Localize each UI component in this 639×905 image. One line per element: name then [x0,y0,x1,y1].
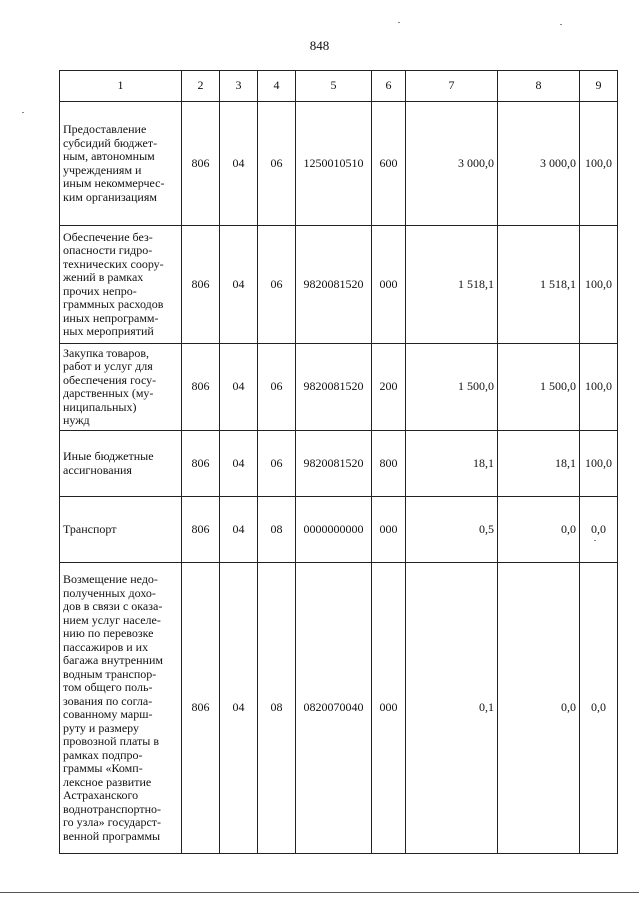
scan-speck [560,24,562,25]
row-name-line: граммных расходов [63,297,164,311]
column-header-5: 5 [296,71,372,102]
scan-speck [398,22,400,23]
row-name-line: провозной платы в [63,734,159,748]
row-name-line: полученных дохо- [63,585,156,600]
row-name-line: руту и размеру [63,720,140,735]
row-name-line: Транспорт [63,521,117,536]
row-name-line: Закупка товаров, [63,345,149,360]
cell-section: 04 [220,497,258,563]
row-name-line: Иные бюджетные [63,449,154,463]
row-name-line: лексное развитие [63,774,152,789]
row-name-line: венной программы [63,828,161,843]
column-header-6: 6 [372,71,406,102]
column-header-1: 1 [60,71,182,102]
column-header-3: 3 [220,71,258,102]
row-name-line: пассажиров и их [63,639,149,654]
cell-col7-amount: 1 500,0 [406,344,498,431]
row-name-line: нию по перевозке [63,626,154,640]
row-name-line: граммы «Комп- [63,761,143,775]
row-name-line: обеспечения госу- [63,372,157,387]
cell-target-article: 0820070040 [296,563,372,854]
row-name-line: субсидий бюджет- [63,135,158,150]
row-name-line: нием услуг населе- [63,612,161,627]
row-name-line: водным транспор- [63,666,157,681]
row-name-line: Возмещение недо- [63,572,158,586]
row-name-line: ных мероприятий [63,324,154,338]
table-row [60,563,618,854]
row-name-line: дов в связи с оказа- [63,599,163,613]
cell-col8-amount: 3 000,0 [498,102,580,226]
row-name-line: том общего поль- [63,680,153,694]
cell-expense-type: 000 [372,226,406,344]
cell-admin-code: 806 [182,563,220,854]
row-name-cell [60,226,182,344]
cell-expense-type: 800 [372,431,406,497]
row-name-line: ким организациям [63,189,157,204]
cell-subsection: 06 [258,226,296,344]
row-name-line: ассигнования [63,462,132,477]
row-name-cell [60,431,182,497]
table-row [60,102,618,226]
row-name-line: ным, автономным [63,149,155,163]
row-name-line: жений в рамках [63,270,144,284]
scan-edge-line [0,892,639,893]
cell-subsection: 06 [258,431,296,497]
table-header-row [60,71,618,102]
cell-col8-amount: 0,0 [498,497,580,563]
table-row [60,344,618,431]
cell-col9-percent: 0,0 [580,563,618,854]
row-name-line: Предоставление [63,122,147,136]
cell-col8-amount: 18,1 [498,431,580,497]
page-number: 848 [309,38,330,53]
cell-target-article: 9820081520 [296,431,372,497]
cell-col9-percent: 100,0 [580,344,618,431]
row-name-cell [60,344,182,431]
cell-section: 04 [220,344,258,431]
cell-expense-type: 600 [372,102,406,226]
cell-admin-code: 806 [182,344,220,431]
table-row [60,431,618,497]
cell-target-article: 0000000000 [296,497,372,563]
cell-col9-percent: 100,0 [580,431,618,497]
cell-target-article: 9820081520 [296,344,372,431]
cell-subsection: 08 [258,497,296,563]
column-header-2: 2 [182,71,220,102]
row-name-line: иных непрограмм- [63,310,159,325]
cell-admin-code: 806 [182,431,220,497]
row-name-line: Астраханского [63,788,139,802]
cell-col7-amount: 1 518,1 [406,226,498,344]
row-name-line: опасности гидро- [63,243,153,257]
column-header-7: 7 [406,71,498,102]
row-name-line: работ и услуг для [63,359,153,373]
row-name-line: зования по согла- [63,693,153,708]
scan-speck [22,112,24,113]
cell-section: 04 [220,226,258,344]
row-name-line: учреждениям и [63,162,142,177]
cell-admin-code: 806 [182,226,220,344]
row-name-line: дарственных (му- [63,386,154,400]
cell-col8-amount: 1 500,0 [498,344,580,431]
cell-admin-code: 806 [182,497,220,563]
cell-col7-amount: 0,5 [406,497,498,563]
cell-subsection: 08 [258,563,296,854]
row-name-line: технических соору- [63,256,164,271]
cell-target-article: 9820081520 [296,226,372,344]
cell-col9-percent: 100,0 [580,102,618,226]
cell-col7-amount: 0,1 [406,563,498,854]
cell-col8-amount: 0,0 [498,563,580,854]
column-header-8: 8 [498,71,580,102]
row-name-line: рамках подпро- [63,747,143,762]
column-header-4: 4 [258,71,296,102]
cell-section: 04 [220,431,258,497]
row-name-line: го узла» государст- [63,815,162,829]
cell-admin-code: 806 [182,102,220,226]
cell-target-article: 1250010510 [296,102,372,226]
column-header-9: 9 [580,71,618,102]
table-row [60,497,618,563]
row-name-cell [60,497,182,563]
cell-expense-type: 000 [372,563,406,854]
cell-col9-percent: 100,0 [580,226,618,344]
row-name-line: ниципальных) [63,399,137,414]
cell-expense-type: 000 [372,497,406,563]
cell-col9-percent: 0,0 [580,497,618,563]
cell-section: 04 [220,102,258,226]
row-name-line: прочих непро- [63,283,137,298]
cell-col8-amount: 1 518,1 [498,226,580,344]
row-name-line: иным некоммерчес- [63,176,165,190]
row-name-cell [60,563,182,854]
scan-speck [594,540,596,541]
cell-subsection: 06 [258,102,296,226]
row-name-line: воднотранспортно- [63,801,161,816]
cell-section: 04 [220,563,258,854]
cell-subsection: 06 [258,344,296,431]
row-name-line: Обеспечение без- [63,229,153,244]
row-name-line: багажа внутренним [63,653,163,667]
budget-table [59,70,618,854]
cell-expense-type: 200 [372,344,406,431]
cell-col7-amount: 18,1 [406,431,498,497]
table-row [60,226,618,344]
row-name-cell [60,102,182,226]
cell-col7-amount: 3 000,0 [406,102,498,226]
row-name-line: нужд [63,413,90,427]
row-name-line: сованному марш- [63,707,153,721]
